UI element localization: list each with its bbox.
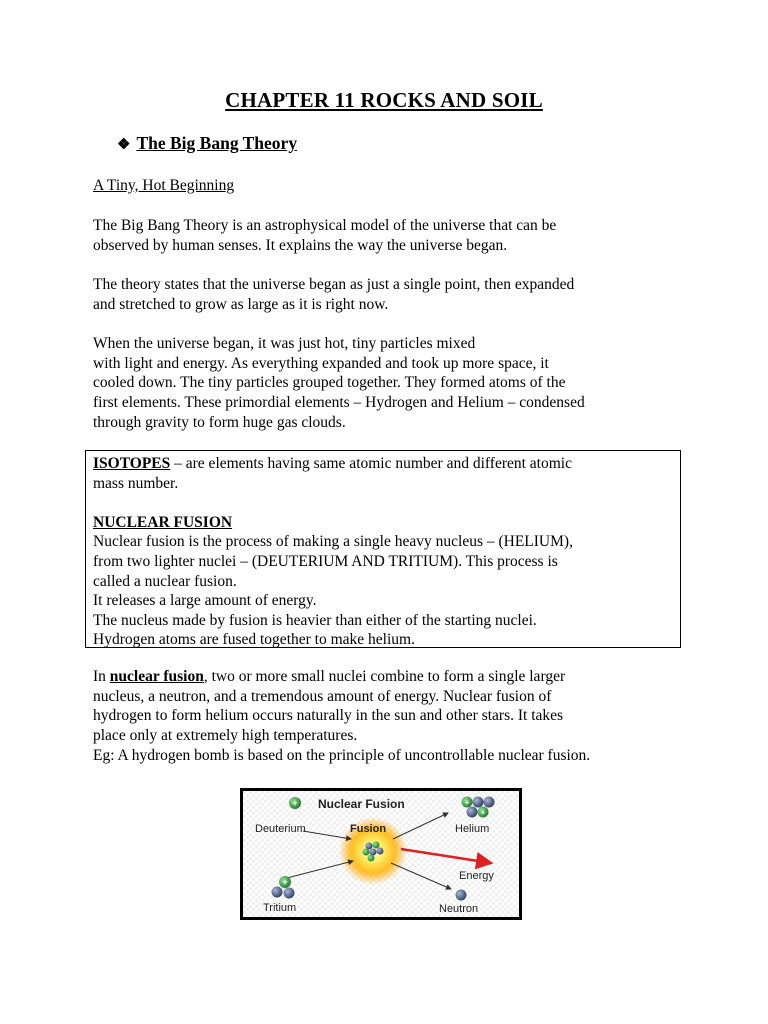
nuclear-fusion-svg	[243, 791, 519, 917]
paragraph-big-bang-definition	[93, 216, 693, 255]
paragraph-line: with light and energy. As everything expanded and took up more space, it	[93, 354, 549, 372]
chapter-title: CHAPTER 11 ROCKS AND SOIL	[225, 88, 543, 112]
isotopes-definition-text: – are elements having same atomic number and different atomic	[170, 455, 572, 472]
paragraph-line: The theory states that the universe began as just a single point, then expanded	[93, 276, 575, 293]
svg-text:+: +	[292, 798, 298, 808]
box-line: It releases a large amount of energy.	[93, 592, 317, 610]
isotopes-definition-text: mass number.	[93, 474, 179, 492]
nuclear-fusion-term: nuclear fusion	[109, 668, 204, 685]
helium-label: Helium	[455, 823, 490, 835]
paragraph-line: nucleus, a neutron, and a tremendous amount of energy. Nuclear fusion of	[93, 687, 552, 705]
box-line: Hydrogen atoms are fused together to make helium.	[93, 631, 415, 649]
neutron-particle-icon	[456, 890, 467, 901]
section-heading-text: The Big Bang Theory	[136, 133, 298, 153]
paragraph-line: and stretched to grow as large as it is right now.	[93, 295, 389, 313]
svg-text:+: +	[282, 877, 288, 887]
paragraph-line-prefix: In	[93, 668, 110, 685]
deuterium-label: Deuterium	[255, 823, 306, 835]
energy-label: Energy	[459, 870, 494, 882]
paragraph-line: , two or more small nuclei combine to form a single larger	[203, 668, 566, 685]
isotopes-term: ISOTOPES	[93, 455, 171, 472]
diagram-title: Nuclear Fusion	[318, 797, 405, 811]
box-line: The nucleus made by fusion is heavier than either of the starting nuclei.	[93, 611, 537, 629]
paragraph-line: through gravity to form huge gas clouds.	[93, 413, 346, 431]
neutron-label: Neutron	[439, 903, 479, 915]
paragraph-line: cooled down. The tiny particles grouped together. They formed atoms of the	[93, 374, 566, 392]
box-line: Nuclear fusion is the process of making a single heavy nucleus – (HELIUM),	[93, 533, 573, 551]
paragraph-line: The Big Bang Theory is an astrophysical model of the universe that can be	[93, 217, 557, 234]
svg-text:+: +	[464, 798, 470, 807]
box-line: from two lighter nuclei – (DEUTERIUM AND TRITIUM). This process is	[93, 552, 558, 570]
paragraph-universe-began	[93, 334, 693, 433]
paragraph-line: Eg: A hydrogen bomb is based on the principle of uncontrollable nuclear fusion.	[93, 746, 591, 764]
paragraph-nuclear-fusion	[93, 667, 693, 766]
spacer	[93, 493, 673, 513]
paragraph-theory-statement	[93, 275, 693, 314]
nuclear-fusion-heading: NUCLEAR FUSION	[93, 513, 233, 531]
paragraph-line: When the universe began, it was just hot, tiny particles mixed	[93, 335, 476, 352]
nuclear-fusion-diagram	[240, 788, 522, 920]
definitions-box	[85, 450, 681, 648]
svg-text:+: +	[480, 808, 486, 817]
tritium-label: Tritium	[263, 902, 297, 914]
fusion-label: Fusion	[350, 823, 387, 835]
diamond-bullet-icon: ❖	[117, 137, 131, 153]
isotopes-definition	[93, 454, 673, 493]
box-line: called a nuclear fusion.	[93, 572, 237, 590]
deuterium-nucleus-icon	[289, 797, 301, 809]
nuclear-fusion-definition	[93, 513, 673, 650]
paragraph-line: first elements. These primordial elements – Hydrogen and Helium – condensed	[93, 394, 585, 412]
paragraph-line: observed by human senses. It explains the way the universe began.	[93, 236, 508, 254]
section-heading	[117, 133, 297, 154]
paragraph-line: place only at extremely high temperatures.	[93, 727, 358, 745]
paragraph-line: hydrogen to form helium occurs naturally in the sun and other stars. It takes	[93, 707, 564, 725]
subheading: A Tiny, Hot Beginning	[93, 177, 235, 194]
